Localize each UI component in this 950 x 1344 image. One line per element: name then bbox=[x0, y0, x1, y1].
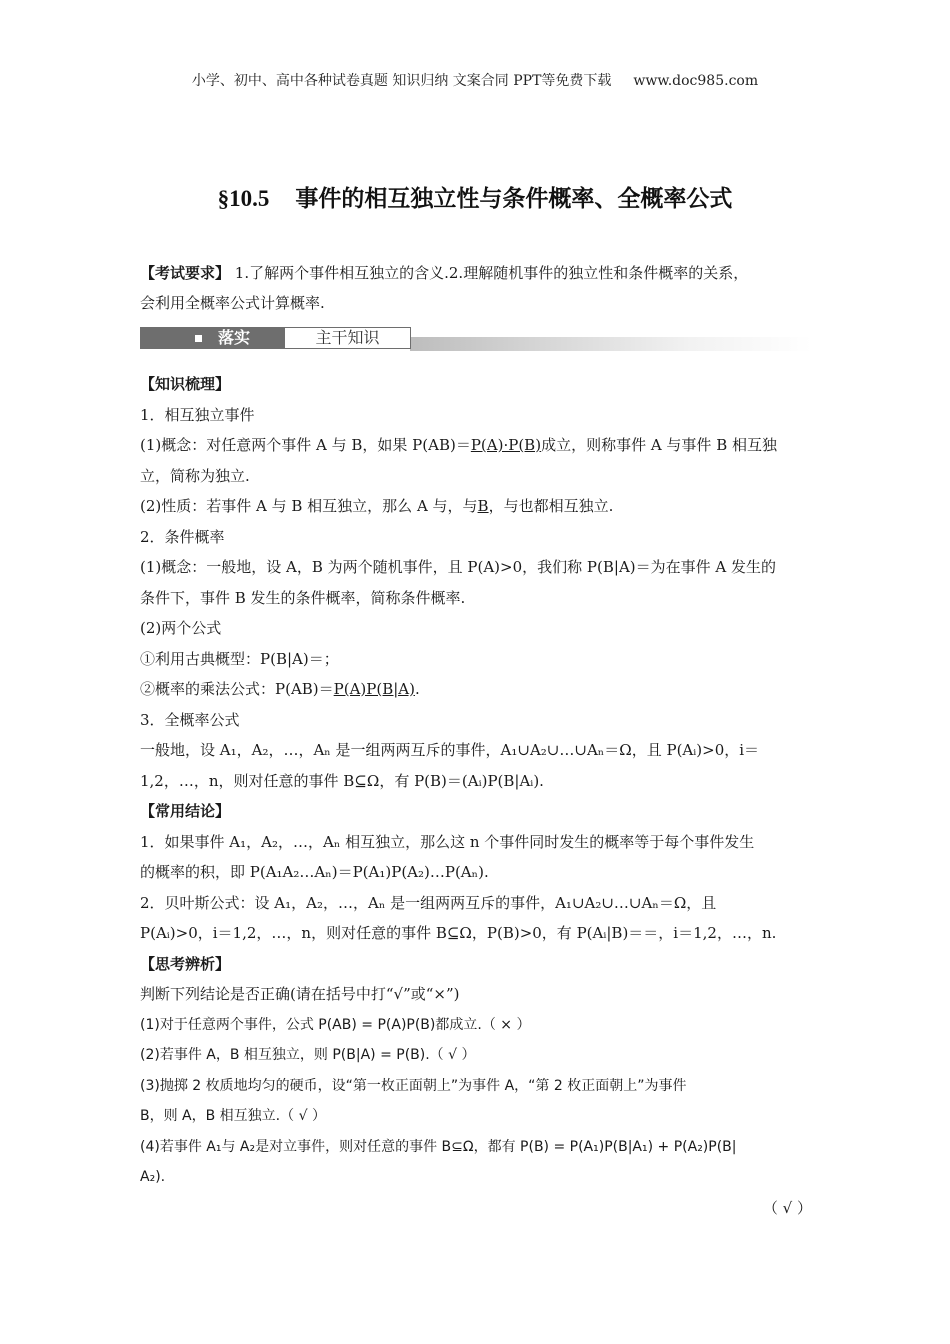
header-text: 小学、初中、高中各种试卷真题 知识归纳 文案合同 PPT等免费下载 bbox=[191, 73, 612, 89]
requirements-line: 会利用全概率公式计算概率. bbox=[140, 294, 325, 312]
section-banner bbox=[140, 327, 812, 351]
paragraph-line: 2．贝叶斯公式：设 A₁，A₂，…，Aₙ 是一组两两互斥的事件，A₁∪A₂∪…∪Aₙ＝Ω，且 bbox=[140, 893, 717, 912]
exam-requirements bbox=[140, 258, 812, 318]
text-run: (2)性质：若事件 A 与 B 相互独立，那么 A 与，与 bbox=[140, 497, 478, 515]
judgement-answer: （ √ ） bbox=[762, 1198, 812, 1217]
judgement-item: (4)若事件 A₁与 A₂是对立事件，则对任意的事件 B⊆Ω，都有 P(B) = P(A₁)P(B|A₁) + P(A₂)P(B| bbox=[140, 1138, 737, 1155]
paragraph-line bbox=[140, 491, 812, 522]
section-number: §10.5 bbox=[217, 186, 270, 211]
paragraph-line: ①利用古典概型：P(B|A)＝； bbox=[140, 649, 339, 668]
conclusions-heading: 【常用结论】 bbox=[140, 802, 231, 820]
text-run: 成立，则称事件 A 与事件 B 相互独 bbox=[541, 436, 777, 454]
paragraph-line: 的概率的积，即 P(A₁A₂…Aₙ)＝P(A₁)P(A₂)…P(Aₙ). bbox=[140, 863, 489, 881]
paragraph-line: 一般地，设 A₁，A₂，…，Aₙ 是一组两两互斥的事件，A₁∪A₂∪…∪Aₙ＝Ω，且 P(Aᵢ)>0，i＝ bbox=[140, 741, 760, 759]
judgement-item: (1)对于任意两个事件，公式 P(AB) = P(A)P(B)都成立.（ × ） bbox=[140, 1016, 531, 1033]
paragraph-line bbox=[140, 674, 812, 705]
subsection-title: 2．条件概率 bbox=[140, 527, 225, 546]
paragraph-line: 条件下，事件 B 发生的条件概率，简称条件概率. bbox=[140, 588, 466, 607]
banner-gradient bbox=[410, 337, 812, 351]
subsection-title: 3．全概率公式 bbox=[140, 710, 240, 729]
banner-dark-tab bbox=[140, 327, 284, 349]
underlined-answer: P(A)P(B|A) bbox=[333, 680, 415, 698]
paragraph-line: (2)两个公式 bbox=[140, 619, 222, 637]
banner-light-label: 主干知识 bbox=[284, 327, 411, 349]
page-title bbox=[0, 180, 950, 213]
paragraph-line: 判断下列结论是否正确(请在括号中打“√”或“×”) bbox=[140, 985, 460, 1003]
underlined-answer: P(A)·P(B) bbox=[470, 436, 542, 454]
text-run: . bbox=[415, 680, 420, 698]
requirements-label: 【考试要求】 bbox=[140, 264, 231, 282]
judgement-item: (2)若事件 A，B 相互独立，则 P(B|A) = P(B).（ √ ） bbox=[140, 1047, 476, 1063]
paragraph-line: 1,2，…，n，则对任意的事件 B⊆Ω，有 P(B)＝(Aᵢ)P(B|Aᵢ). bbox=[140, 771, 544, 790]
main-content bbox=[140, 369, 812, 1223]
header-site: www.doc985.com bbox=[633, 73, 759, 89]
paragraph-line: 立，简称为独立. bbox=[140, 466, 250, 485]
thinking-heading: 【思考辨析】 bbox=[140, 954, 231, 973]
square-bullet-icon bbox=[195, 335, 202, 342]
section-title: 事件的相互独立性与条件概率、全概率公式 bbox=[295, 186, 733, 212]
underlined-answer: B bbox=[477, 497, 489, 515]
paragraph-line: 1．如果事件 A₁，A₂，…，Aₙ 相互独立，那么这 n 个事件同时发生的概率等于每个事件发生 bbox=[140, 832, 755, 851]
banner-dark-label: 落实 bbox=[218, 328, 251, 347]
subsection-title: 1．相互独立事件 bbox=[140, 405, 255, 424]
page-header bbox=[0, 70, 950, 90]
judgement-item: A₂). bbox=[140, 1169, 166, 1185]
knowledge-heading: 【知识梳理】 bbox=[140, 375, 231, 393]
text-run: ，与也都相互独立. bbox=[488, 497, 614, 515]
judgement-item: B，则 A，B 相互独立.（ √ ） bbox=[140, 1108, 326, 1124]
text-run: ②概率的乘法公式：P(AB)＝ bbox=[140, 680, 334, 698]
paragraph-line bbox=[140, 430, 812, 461]
paragraph-line: (1)概念：一般地，设 A，B 为两个随机事件，且 P(A)>0，我们称 P(B|A)＝为在事件 A 发生的 bbox=[140, 558, 776, 576]
requirements-line: 1.了解两个事件相互独立的含义.2.理解随机事件的独立性和条件概率的关系， bbox=[234, 264, 749, 282]
judgement-item: (3)抛掷 2 枚质地均匀的硬币，设“第一枚正面朝上”为事件 A，“第 2 枚正面朝上”为事件 bbox=[140, 1077, 687, 1094]
paragraph-line: P(Aᵢ)>0，i＝1,2，…，n，则对任意的事件 B⊆Ω，P(B)>0，有 P(Aᵢ|B)＝＝，i＝1,2，…，n. bbox=[140, 924, 777, 942]
text-run: (1)概念：对任意两个事件 A 与 B，如果 P(AB)＝ bbox=[140, 436, 471, 454]
